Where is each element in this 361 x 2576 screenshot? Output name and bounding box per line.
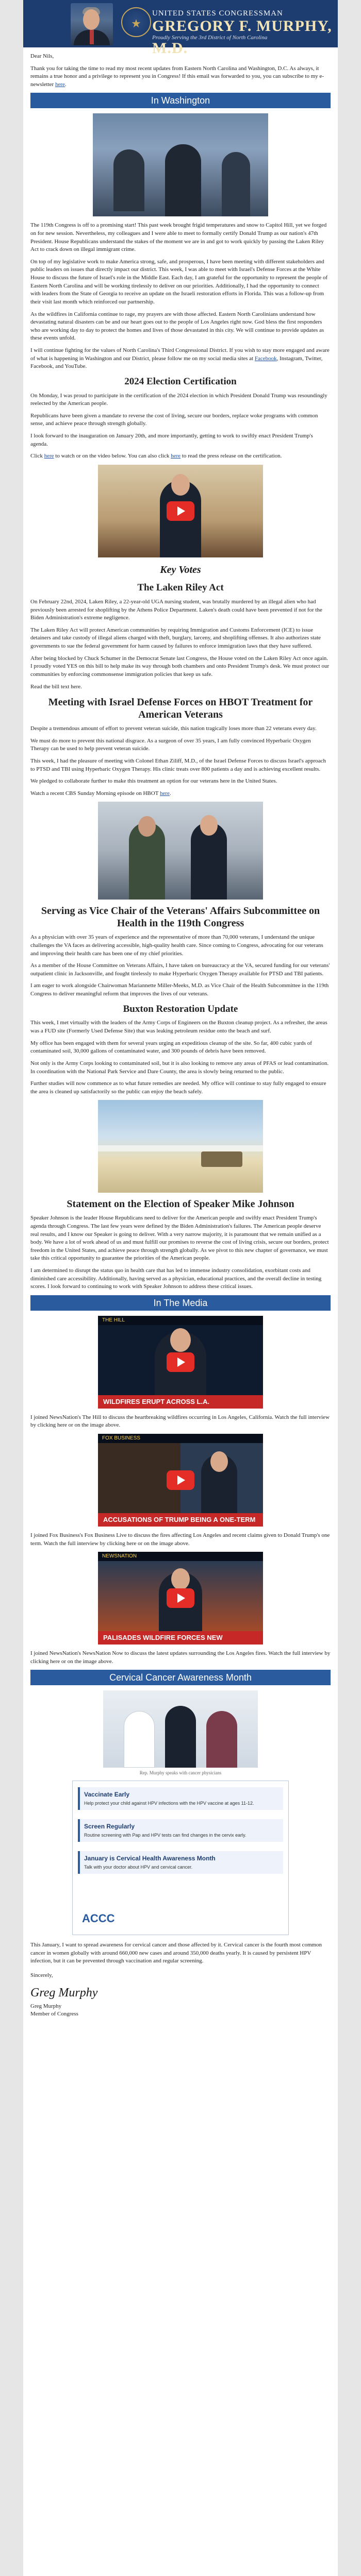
election-paragraph-1: On Monday, I was proud to participate in the certification of the 2024 election in which President Donald Trump was resoundingly reelected by the American people.: [30, 392, 327, 407]
election-title: 2024 Election Certification: [124, 376, 237, 387]
photo-caption: Rep. Murphy speaks with cancer physicians: [139, 1770, 222, 1776]
cervical-infographic: [72, 1781, 289, 1935]
laken-paragraph-4: Read the bill text here.: [30, 683, 82, 690]
election-paragraph-4: Click here to watch or on the video below. You can also click here to read the press release on the certification.: [30, 453, 282, 460]
play-button-icon[interactable]: [167, 1352, 194, 1372]
election-press-link[interactable]: here: [171, 453, 181, 460]
photo-idf-meeting: [98, 802, 263, 900]
info-row: Screen Regularly Routine screening with Pap and HPV tests can find changes in the cervix early.: [78, 1819, 283, 1842]
media-video-thumbnail-2[interactable]: FOX BUSINESS ACCUSATIONS OF TRUMP BEING A ONE-TERM: [98, 1434, 263, 1527]
laken-paragraph-1: On February 22nd, 2024, Laken Riley, a 22-year-old UGA nursing student, was brutally murdered by an illegal alien who had previously been arrested for shoplifting by the Athens Police Department. Laken's death could have been prevented if not for the Biden Administration's extreme negligence.: [30, 599, 322, 621]
speaker-paragraph-1: Speaker Johnson is the leader House Republicans need to deliver for the American people and swiftly enact President Trump's agenda through Congress. The last few years were defined by the Biden Administration's failures. The American people deserve real results, and I know our Speaker is going to deliver. With a very narrow majority, it is paramount that we remain unified as a body. We have a lot of work ahead of us and must fulfill our promises to reverse the cost of living crisis, secure our borders, protect freedom in the United States, and achieve peace through strength globally. As we pivot to this new chapter of governance, we must take this critical opportunity to guarantee the priorities of the American people.: [30, 1215, 329, 1262]
election-paragraph-3: I look forward to the inauguration on January 20th, and more importantly, getting to work to swiftly enact President Trump's agenda.: [30, 433, 313, 447]
greeting: Dear Nils,: [30, 53, 54, 59]
signer-name: Greg Murphy: [30, 2003, 62, 2009]
media-paragraph-3: I joined NewsNation's NewsNation Now to discuss the latest updates surrounding the Los Angeles fires. Watch the full interview by clicking here or on the image above.: [30, 1650, 331, 1665]
idf-title: Meeting with Israel Defense Forces on HBOT Treatment for American Veterans: [48, 697, 313, 721]
idf-paragraph-4: We pledged to collaborate further to make this treatment an option for our veterans here in the United States.: [30, 778, 277, 785]
laken-paragraph-2: The Laken Riley Act will protect American communities by requiring Immigration and Customs Enforcement (ICE) to issue detainers and take custody of illegal aliens charged with theft, burglary, larceny, and shoplifting offenses. It also authorizes state governments to sue the federal government for harm caused by failures to enforce immigration laws that they have suffered.: [30, 626, 321, 650]
handwritten-signature: Greg Murphy: [30, 1986, 98, 1999]
media-video-thumbnail-1[interactable]: THE HILL WILDFIRES ERUPT ACROSS L.A.: [98, 1316, 263, 1409]
congressional-seal-icon: [121, 7, 151, 37]
play-button-icon[interactable]: [167, 501, 194, 521]
election-video-thumbnail[interactable]: [98, 465, 263, 557]
main-content: [23, 47, 338, 2019]
play-button-icon[interactable]: [167, 1588, 194, 1608]
media-video-thumbnail-3[interactable]: NEWSNATION PALISADES WILDFIRE FORCES NEW: [98, 1552, 263, 1645]
buxton-paragraph-3: Not only is the Army Corps looking to contaminated soil, but it is also looking to remove any areas of PFAS or lead contamination. In coordination with the National Park Service and Dare County, the area is slowly being returned to the public.: [30, 1060, 329, 1075]
veterans-title: Serving as Vice Chair of the Veterans' Affairs Subcommittee on Health in the 119th Congress: [41, 905, 320, 929]
facebook-link[interactable]: Facebook: [254, 355, 277, 362]
idf-paragraph-5: Watch a recent CBS Sunday Morning episode on HBOT here.: [30, 790, 171, 796]
photo-buxton-beach: [98, 1100, 263, 1193]
veterans-paragraph-2: As a member of the House Committee on Veterans Affairs, I have taken on bureaucracy at the VA, secured funding for our veterans' outpatient clinic in Jacksonville, and fought tirelessly to make Hyperbaric Oxygen Therapy available for PTSD and TBI patients.: [30, 962, 330, 977]
idf-paragraph-2: We must do more to prevent this national disgrace. As a surgeon of over 35 years, I am fully convinced Hyperbaric Oxygen Therapy can be used to help prevent veteran suicide.: [30, 737, 311, 752]
washington-paragraph-4: I will continue fighting for the values of North Carolina's Third Congressional District. If you wish to stay more engaged and aware of what is happening in Washington and our District, please follow me on my social media sites at Facebook, Instagram, Twitter, Facebook, and YouTube.: [30, 347, 330, 370]
newsletter-card: [23, 0, 338, 2576]
key-votes-kicker: Key Votes: [160, 564, 201, 575]
speaker-paragraph-2: I am determined to disrupt the status quo in health care that has led to immense industry consolidation, exorbitant costs and diminished care accessibility. Additionally, having served as a physician, educational practices, and the overall decline in testing scores. I look forward to continuing to work with Speaker Johnson to address these critical issues.: [30, 1267, 322, 1290]
buxton-paragraph-4: Further studies will now commence as to what future remedies are needed. My office will continue to stay fully engaged to ensure the area is cleaned up satisfactorily so the public can enjoy the beach safely.: [30, 1080, 326, 1095]
accc-logo: ACCC: [82, 1912, 115, 1925]
washington-paragraph-1: The 119th Congress is off to a promising start! This past week brought frigid temperatures and snow to Capitol Hill, yet we forged on for new session. Nevertheless, my colleagues and I were able to meet to formally certify Donald Trump as our nation's 47th President. House Republicans understand the stakes of the moment we are in and got to work quickly by passing the Laken Riley Act to crack down on illegal immigrant crime.: [30, 222, 327, 253]
header-line1: UNITED STATES CONGRESSMAN: [152, 9, 283, 18]
media-paragraph-2: I joined Fox Business's Fox Business Live to discuss the fires affecting Los Angeles and recent claims given to Donald Trump's one term. Watch the full interview by clicking here or on the image above.: [30, 1532, 330, 1547]
buxton-paragraph-2: My office has been engaged with them for several years urging an expeditious cleanup of the site. So far, 400 cubic yards of contaminated soil, 30,000 gallons of contaminated water, and 300 pounds of debris have been removed.: [30, 1040, 312, 1055]
washington-paragraph-2: On top of my legislative work to make America strong, safe, and prosperous, I have been meeting with different stakeholders and public leaders on issues that directly impact our district. This week, I was able to meet with Israel's Defense Forces at the White House to discuss the future of Israel's role in the Middle East. Each day, I am grateful for the opportunity to represent the people of Eastern North Carolina and will be working tirelessly to deliver on our priorities. Additionally, I had the opportunity to connect with leaders from the State of Georgia to receive an update on the Israeli restoration efforts in Florida. This was a follow-up from their visit last month which reinforced our partnership.: [30, 258, 328, 305]
media-paragraph-1: I joined NewsNation's The Hill to discuss the heartbreaking wildfires occurring in Los Angeles, California. Watch the full interview by clicking here or on the image above.: [30, 1414, 330, 1429]
header-name: GREGORY F. MURPHY, M.D.: [152, 18, 332, 57]
intro-paragraph: Thank you for taking the time to read my most recent updates from Eastern North Carolina and Washington, D.C. As always, it remains a true honor and a privilege to represent you in Congress! If this email was forwarded to you, you can subscribe to my e-newsletter here.: [30, 65, 324, 88]
play-button-icon[interactable]: [167, 1470, 194, 1490]
cervical-paragraph-1: This January, I want to spread awareness for cervical cancer and those affected by it. Cervical cancer is the fourth most common cancer in women globally with around 660,000 new cases and around 350,000 deaths yearly. It is caused by persistent HPV infection, but it can be prevented through vaccination and regular screening.: [30, 1942, 322, 1964]
photo-capitol-hallway: [93, 113, 268, 216]
header-tagline: Proudly Serving the 3rd District of North Carolina: [152, 35, 268, 41]
signature-block: [30, 1972, 331, 2019]
washington-paragraph-3: As the wildfires in California continue to rage, my prayers are with those affected. Eastern North Carolinians understand how devastating natural disasters can be and our heart goes out to the people of Los Angeles right now. God bless the first responders who are working day to day to protect the homes and lives of those devastated in this city. We will continue to provide updates as these events unfold.: [30, 311, 324, 342]
laken-paragraph-3: After being blocked by Chuck Schumer in the Democrat Senate last Congress, the House voted on the Laken Riley Act once again. I proudly voted YES on this bill to help make its way through both chambers and onto President Trump's desk. We must protect our communities by enforcing commonsense immigration policies that keep us safe.: [30, 655, 330, 677]
signer-role: Member of Congress: [30, 2011, 78, 2018]
veterans-paragraph-1: As a physician with over 35 years of experience and the representative of more than 70,000 veterans, I understand the unique challenges the VA faces as delivering accessible, high-quality health care. Since coming to Congress, advocating for our veterans and improving their health care has been one of my chief priorities.: [30, 934, 323, 957]
laken-riley-title: The Laken Riley Act: [137, 582, 224, 594]
buxton-paragraph-1: This week, I met virtually with the leaders of the Army Corps of Engineers on the Buxton cleanup project. As a refresher, the areas was a FUD site (Formerly Used Defense Site) that was leaking petroleum residue onto the beach and surf.: [30, 1020, 327, 1035]
election-video-link[interactable]: here: [44, 453, 54, 460]
speaker-title: Statement on the Election of Speaker Mike Johnson: [67, 1198, 294, 1210]
idf-paragraph-3: This week, I had the pleasure of meeting with Colonel Ethan Ziliff, M.D., of the Israel Defense Forces to discuss Israel's approach to PTSD and TBI using Hyperbaric Oxygen Therapy. His clinic treats over 800 patients a day and is achieving excellent results.: [30, 757, 326, 772]
idf-paragraph-1: Despite a tremendous amount of effort to prevent veteran suicide, this nation tragically loses more than 22 veterans every day.: [30, 725, 317, 732]
congressman-portrait: [71, 3, 113, 45]
section-band-washington: In Washington: [30, 93, 331, 108]
buxton-title: Buxton Restoration Update: [123, 1003, 238, 1014]
hbot-episode-link[interactable]: here: [159, 790, 170, 796]
subscribe-link[interactable]: here: [55, 81, 65, 88]
section-band-cervical: Cervical Cancer Awareness Month: [30, 1670, 331, 1685]
photo-cervical-meeting: [103, 1690, 258, 1768]
closing: Sincerely,: [30, 1972, 53, 1979]
info-row: Vaccinate Early Help protect your child against HPV infections with the HPV vaccine at ages 11-12.: [78, 1787, 283, 1810]
election-paragraph-2: Republicans have been given a mandate to reverse the cost of living, secure our borders, replace woke programs with common sense, and achieve peace through strength globally.: [30, 412, 318, 427]
veterans-paragraph-3: I am eager to work alongside Chairwoman Mariannette Miller-Meeks, M.D. as Vice Chair of the Health Subcommittee in the 119th Congress to deliver meaningful reform that improves the lives of our veterans.: [30, 982, 329, 997]
section-band-media: In The Media: [30, 1295, 331, 1311]
info-row: January is Cervical Health Awareness Month Talk with your doctor about HPV and cervical cancer.: [78, 1851, 283, 1874]
